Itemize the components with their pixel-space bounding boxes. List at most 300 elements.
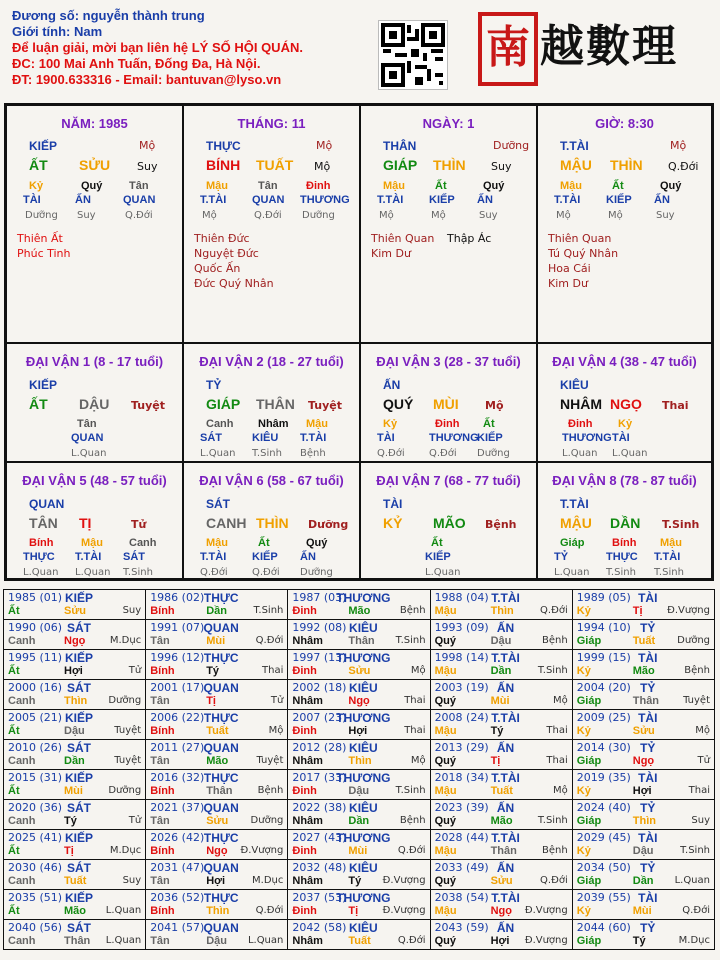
hidden-stem: Ất xyxy=(612,180,624,192)
annual-god: THỰC xyxy=(203,831,239,845)
hidden-god: KIẾP xyxy=(477,432,503,444)
annual-cell[interactable] xyxy=(4,680,146,710)
pillar-title: NGÀY: 1 xyxy=(422,116,475,131)
annual-state: Q.Đới xyxy=(397,845,426,856)
annual-can: Mậu xyxy=(434,605,457,617)
annual-year: 1995 (11) xyxy=(8,651,63,664)
annual-cell[interactable] xyxy=(288,620,430,650)
hidden-stem: Ất xyxy=(435,180,447,192)
annual-cell[interactable] xyxy=(572,710,714,740)
hidden-stem: Mậu xyxy=(660,537,682,549)
pillar-state: Mộ xyxy=(316,139,333,152)
annual-year: 1993 (09) xyxy=(434,621,489,634)
hidden-god: T.TÀI xyxy=(654,551,681,563)
hidden-state: Q.Đới xyxy=(252,567,280,578)
annual-god: TỶ xyxy=(640,621,656,635)
star-note: Thiên Quan xyxy=(371,232,435,245)
hidden-state: Q.Đới xyxy=(429,448,457,459)
hidden-state: Mộ xyxy=(608,210,623,221)
hidden-god: THỰC xyxy=(23,551,55,563)
pillar-state: Dưỡng xyxy=(493,139,530,152)
annual-cell[interactable] xyxy=(4,920,146,950)
annual-god: THƯƠNG xyxy=(336,771,391,785)
annual-state: L.Quan xyxy=(105,905,142,916)
annual-cell[interactable] xyxy=(146,800,288,830)
annual-cell[interactable] xyxy=(288,680,430,710)
dai-van-state: Tuyệt xyxy=(131,399,166,412)
pillar-chi: THÌN xyxy=(610,157,643,173)
annual-cell[interactable] xyxy=(430,830,572,860)
annual-year: 1991 (07) xyxy=(150,621,205,634)
annual-cell[interactable] xyxy=(146,920,288,950)
hidden-stem: Ất xyxy=(483,418,495,430)
annual-cell[interactable] xyxy=(572,920,714,950)
annual-cell[interactable] xyxy=(288,830,430,860)
annual-can: Đinh xyxy=(292,785,317,797)
star-note: Kim Dư xyxy=(548,277,588,290)
pillar-nayin: Q.Đới xyxy=(668,160,699,173)
dai-van-title: ĐẠI VẬN 8 (78 - 87 tuổi) xyxy=(552,473,697,488)
hidden-state: Suy xyxy=(77,210,96,221)
star-note: Thiên Quan xyxy=(548,232,612,245)
annual-can: Tân xyxy=(150,875,170,887)
annual-cell[interactable] xyxy=(572,590,714,620)
annual-can: Giáp xyxy=(576,635,602,647)
annual-state: Tuyệt xyxy=(683,695,710,706)
dai-van-god: KIẾP xyxy=(29,378,58,392)
annual-cell[interactable] xyxy=(430,710,572,740)
annual-can: Canh xyxy=(8,635,36,647)
annual-chi: Ngọ xyxy=(490,905,512,917)
annual-god: TỶ xyxy=(640,861,656,875)
annual-god: ẤN xyxy=(496,801,515,815)
annual-chi: Dậu xyxy=(348,785,370,797)
annual-state: Bệnh xyxy=(257,785,284,796)
annual-cell[interactable] xyxy=(288,800,430,830)
annual-cell[interactable] xyxy=(430,680,572,710)
annual-row xyxy=(4,800,715,830)
annual-god: TÀI xyxy=(638,591,658,605)
annual-cell[interactable] xyxy=(572,830,714,860)
dien-thoai: ĐT: 1900.633316 - Email: bantuvan@lyso.vn xyxy=(12,72,282,87)
pillar-4[interactable] xyxy=(537,105,712,343)
annual-year: 2033 (49) xyxy=(434,861,489,874)
annual-year: 2024 (40) xyxy=(576,801,631,814)
annual-can: Tân xyxy=(150,755,170,767)
annual-row xyxy=(4,650,715,680)
hidden-god: T.TÀI xyxy=(200,194,227,206)
hidden-stem: Mậu xyxy=(206,180,228,192)
annual-cell[interactable] xyxy=(430,800,572,830)
annual-year: 2025 (41) xyxy=(8,831,63,844)
star-note: Thiên Ất xyxy=(17,232,63,245)
annual-cell[interactable] xyxy=(146,830,288,860)
dai-van-god: TÀI xyxy=(383,497,403,511)
dai-van-state: Mộ xyxy=(485,399,504,412)
annual-year: 2044 (60) xyxy=(576,921,631,934)
annual-cell[interactable] xyxy=(146,590,288,620)
pillar-god: THÂN xyxy=(383,139,417,153)
hidden-state: L.Quan xyxy=(612,448,648,459)
dai-van-state: Tuyệt xyxy=(308,399,343,412)
annual-cell[interactable] xyxy=(4,830,146,860)
annual-god: KIÊU xyxy=(349,681,378,695)
annual-can: Quý xyxy=(434,695,456,707)
annual-chi: Dần xyxy=(490,665,512,677)
annual-can: Mậu xyxy=(434,725,457,737)
annual-chi: Thìn xyxy=(64,695,88,707)
dai-van-title: ĐẠI VẬN 4 (38 - 47 tuổi) xyxy=(552,354,697,369)
annual-cell[interactable] xyxy=(288,650,430,680)
annual-state: Đ.Vượng xyxy=(382,905,426,916)
annual-year: 1989 (05) xyxy=(576,591,631,604)
annual-cell[interactable] xyxy=(146,890,288,920)
annual-cell[interactable] xyxy=(572,860,714,890)
hidden-stem: Bính xyxy=(29,537,54,549)
annual-state: Bệnh xyxy=(399,815,426,826)
hidden-god: QUAN xyxy=(252,194,285,206)
annual-cell[interactable] xyxy=(288,770,430,800)
annual-state: Q.Đới xyxy=(397,935,426,946)
annual-cell[interactable] xyxy=(430,890,572,920)
hidden-stem: Giáp xyxy=(560,537,585,549)
hidden-stem: Đinh xyxy=(435,418,460,430)
pillar-title: NĂM: 1985 xyxy=(61,116,128,131)
annual-state: Suy xyxy=(122,605,142,616)
annual-year: 2031 (47) xyxy=(150,861,205,874)
dai-van-can: KỶ xyxy=(383,515,403,531)
annual-year: 2040 (56) xyxy=(8,921,63,934)
dai-van-can: TÂN xyxy=(29,515,58,531)
dai-van-chi: MÃO xyxy=(433,515,466,531)
annual-chi: Ngọ xyxy=(206,845,228,857)
annual-can: Nhâm xyxy=(292,635,323,647)
hidden-state: Q.Đới xyxy=(125,210,153,221)
annual-god: T.TÀI xyxy=(491,591,520,605)
annual-state: Tử xyxy=(697,755,710,766)
annual-can: Nhâm xyxy=(292,755,323,767)
hidden-stem: Mậu xyxy=(81,537,103,549)
hidden-god: KIÊU xyxy=(252,432,279,444)
hidden-god: THƯƠNG xyxy=(562,432,612,444)
annual-year: 2002 (18) xyxy=(292,681,347,694)
annual-cell[interactable] xyxy=(4,890,146,920)
pillar-2[interactable] xyxy=(183,105,360,343)
hidden-god: TÀI xyxy=(612,432,630,444)
hidden-god: T.TÀI xyxy=(300,432,327,444)
annual-cell[interactable] xyxy=(288,590,430,620)
annual-row xyxy=(4,890,715,920)
annual-year: 2010 (26) xyxy=(8,741,63,754)
annual-can: Kỷ xyxy=(576,725,591,737)
annual-cell[interactable] xyxy=(288,920,430,950)
annual-cell[interactable] xyxy=(572,800,714,830)
annual-cell[interactable] xyxy=(430,860,572,890)
annual-year: 1988 (04) xyxy=(434,591,489,604)
annual-cell[interactable] xyxy=(430,650,572,680)
pillar-god: T.TÀI xyxy=(560,139,589,153)
annual-chi: Tị xyxy=(632,605,643,617)
pillar-can: ẤT xyxy=(29,157,48,173)
dai-van-5[interactable] xyxy=(6,462,183,579)
annual-cell[interactable] xyxy=(146,620,288,650)
dai-van-8[interactable] xyxy=(537,462,712,579)
annual-god: KIÊU xyxy=(349,861,378,875)
hidden-god: ẤN xyxy=(654,194,670,206)
annual-god: T.TÀI xyxy=(491,891,520,905)
annual-chi: Dần xyxy=(64,755,85,767)
duong-so: Đương số: nguyễn thành trung xyxy=(12,8,205,23)
annual-cell[interactable] xyxy=(4,590,146,620)
annual-god: TỶ xyxy=(640,801,656,815)
hidden-god: SÁT xyxy=(123,551,145,563)
annual-cell[interactable] xyxy=(4,710,146,740)
hidden-stem: Quý xyxy=(81,180,103,192)
annual-cell[interactable] xyxy=(572,650,714,680)
pillar-nayin: Suy xyxy=(137,160,158,173)
hidden-stem: Mậu xyxy=(306,418,328,430)
annual-year: 2019 (35) xyxy=(576,771,631,784)
annual-god: T.TÀI xyxy=(491,711,520,725)
annual-chi: Dậu xyxy=(64,725,85,737)
annual-cell[interactable] xyxy=(146,740,288,770)
annual-cell[interactable] xyxy=(572,770,714,800)
annual-cell[interactable] xyxy=(4,800,146,830)
annual-state: Dưỡng xyxy=(108,785,142,796)
hidden-stem: Kỷ xyxy=(383,418,398,430)
annual-year: 2018 (34) xyxy=(434,771,489,784)
annual-year: 2036 (52) xyxy=(150,891,205,904)
dai-van-god: KIÊU xyxy=(560,378,589,392)
annual-can: Bính xyxy=(150,605,175,617)
annual-state: Thai xyxy=(546,755,568,766)
dai-van-can: NHÂM xyxy=(560,396,602,412)
qr-code[interactable] xyxy=(378,20,448,90)
annual-cell[interactable] xyxy=(430,740,572,770)
annual-chi: Hợi xyxy=(348,725,368,737)
annual-chi: Sửu xyxy=(64,605,87,617)
annual-can: Quý xyxy=(434,755,456,767)
annual-can: Bính xyxy=(150,785,175,797)
annual-god: TỶ xyxy=(640,741,656,755)
hidden-state: Dưỡng xyxy=(477,448,510,459)
dai-van-title: ĐẠI VẬN 5 (48 - 57 tuổi) xyxy=(22,473,167,488)
annual-year: 2000 (16) xyxy=(8,681,63,694)
dai-van-1[interactable] xyxy=(6,343,183,462)
pillar-title: THÁNG: 11 xyxy=(237,116,306,131)
pillar-chi: SỬU xyxy=(79,157,111,173)
annual-can: Ất xyxy=(8,725,20,737)
annual-can: Nhâm xyxy=(292,815,323,827)
hidden-state: Mộ xyxy=(379,210,394,221)
annual-can: Kỷ xyxy=(576,905,591,917)
hidden-stem: Bính xyxy=(612,537,637,549)
annual-chi: Ngọ xyxy=(348,695,370,707)
star-note: Nguyệt Đức xyxy=(194,247,259,260)
annual-can: Ất xyxy=(8,605,20,617)
annual-state: T.Sinh xyxy=(537,815,568,826)
hidden-stem: Mậu xyxy=(206,537,228,549)
annual-cell[interactable] xyxy=(146,860,288,890)
annual-year: 2016 (32) xyxy=(150,771,205,784)
dai-van-4[interactable] xyxy=(537,343,712,462)
annual-row xyxy=(4,860,715,890)
hidden-state: L.Quan xyxy=(200,448,236,459)
dai-van-3[interactable] xyxy=(360,343,537,462)
pillar-1[interactable] xyxy=(6,105,183,343)
annual-cell[interactable] xyxy=(4,650,146,680)
pillar-3[interactable] xyxy=(360,105,537,343)
annual-god: QUAN xyxy=(203,921,239,935)
annual-cell[interactable] xyxy=(4,740,146,770)
annual-cell[interactable] xyxy=(430,920,572,950)
hidden-stem: Tân xyxy=(77,418,97,430)
annual-can: Canh xyxy=(8,815,36,827)
dai-van-can: MẬU xyxy=(560,515,592,531)
annual-year: 2007 (23) xyxy=(292,711,347,724)
hidden-god: TÀI xyxy=(23,194,41,206)
annual-cell[interactable] xyxy=(430,620,572,650)
annual-chi: Thìn xyxy=(206,905,230,917)
annual-god: KIẾP xyxy=(64,891,94,905)
dai-van-2[interactable] xyxy=(183,343,360,462)
annual-chi: Tý xyxy=(64,815,77,827)
dai-van-god: ẤN xyxy=(383,378,401,392)
annual-year: 2026 (42) xyxy=(150,831,205,844)
annual-chi: Hợi xyxy=(206,875,226,887)
hidden-state: Dưỡng xyxy=(302,210,335,221)
annual-cell[interactable] xyxy=(146,680,288,710)
annual-chi: Tý xyxy=(348,875,362,887)
annual-year: 1986 (02) xyxy=(150,591,205,604)
annual-cell[interactable] xyxy=(288,710,430,740)
dai-van-god: QUAN xyxy=(29,497,65,511)
annual-chi: Thìn xyxy=(632,815,656,827)
annual-cell[interactable] xyxy=(572,620,714,650)
annual-year: 1994 (10) xyxy=(576,621,631,634)
annual-cell[interactable] xyxy=(4,620,146,650)
annual-state: Tuyệt xyxy=(114,725,142,736)
star-note: Hoa Cái xyxy=(548,262,591,275)
annual-can: Ất xyxy=(8,785,20,797)
annual-cell[interactable] xyxy=(430,590,572,620)
annual-can: Kỷ xyxy=(576,785,591,797)
annual-state: Thai xyxy=(262,665,284,676)
annual-chi: Tị xyxy=(64,845,74,857)
hidden-stem: Nhâm xyxy=(258,418,289,430)
hidden-god: TỶ xyxy=(554,551,569,563)
hidden-god: ẤN xyxy=(75,194,91,206)
hidden-stem: Tân xyxy=(258,180,278,192)
annual-year: 1985 (01) xyxy=(8,591,63,604)
annual-chi: Tị xyxy=(490,755,501,767)
annual-cell[interactable] xyxy=(146,710,288,740)
dai-van-god: T.TÀI xyxy=(560,497,589,511)
annual-can: Đinh xyxy=(292,665,317,677)
annual-year: 2012 (28) xyxy=(292,741,347,754)
annual-state: T.Sinh xyxy=(537,665,568,676)
annual-row xyxy=(4,770,715,800)
annual-state: Bệnh xyxy=(542,635,568,646)
annual-cell[interactable] xyxy=(572,740,714,770)
annual-god: THỰC xyxy=(203,651,239,665)
annual-god: THƯƠNG xyxy=(336,831,391,845)
annual-god: KIÊU xyxy=(349,621,378,635)
hidden-stem: Đinh xyxy=(568,418,593,430)
lien-he: Để luận giải, mời bạn liên hệ LÝ SỐ HỘI QUÁN. xyxy=(12,40,303,55)
annual-cell[interactable] xyxy=(288,890,430,920)
dai-van-chi: DẬU xyxy=(79,396,110,412)
annual-can: Mậu xyxy=(434,665,457,677)
dai-van-title: ĐẠI VẬN 1 (8 - 17 tuổi) xyxy=(25,354,164,369)
annual-chi: Mùi xyxy=(632,905,652,917)
annual-cell[interactable] xyxy=(288,860,430,890)
annual-year: 2023 (39) xyxy=(434,801,489,814)
dai-van-7[interactable] xyxy=(360,462,537,579)
annual-god: THỰC xyxy=(203,591,239,605)
annual-chi: Hợi xyxy=(64,665,83,677)
dai-van-6[interactable] xyxy=(183,462,360,579)
annual-cell[interactable] xyxy=(430,770,572,800)
annual-cell[interactable] xyxy=(4,770,146,800)
annual-year: 2013 (29) xyxy=(434,741,489,754)
annual-can: Kỷ xyxy=(576,845,591,857)
annual-cell[interactable] xyxy=(146,650,288,680)
hidden-god: THƯƠNG xyxy=(429,432,479,444)
pillar-nayin: Mộ xyxy=(314,160,331,173)
annual-god: ẤN xyxy=(496,861,515,875)
annual-can: Nhâm xyxy=(292,875,323,887)
dai-van-god: SÁT xyxy=(206,497,230,511)
annual-row xyxy=(4,680,715,710)
annual-state: M.Dục xyxy=(252,875,284,886)
hidden-god: THỰC xyxy=(606,551,638,563)
hidden-stem: Ất xyxy=(258,537,270,549)
annual-can: Canh xyxy=(8,755,36,767)
annual-can: Đinh xyxy=(292,905,317,917)
annual-state: T.Sinh xyxy=(680,845,710,856)
annual-state: T.Sinh xyxy=(253,605,284,616)
annual-cell[interactable] xyxy=(4,860,146,890)
hidden-state: Q.Đới xyxy=(200,567,228,578)
annual-god: KIÊU xyxy=(349,801,378,815)
annual-year: 2021 (37) xyxy=(150,801,205,814)
annual-chi: Dậu xyxy=(490,635,512,647)
hidden-state: Dưỡng xyxy=(25,210,58,221)
annual-state: Thai xyxy=(688,785,710,796)
annual-cell[interactable] xyxy=(146,770,288,800)
annual-cell[interactable] xyxy=(572,890,714,920)
annual-can: Tân xyxy=(150,695,170,707)
annual-can: Kỷ xyxy=(576,605,591,617)
annual-chi: Thân xyxy=(64,935,91,947)
hidden-god: KIẾP xyxy=(425,551,451,563)
annual-state: M.Dục xyxy=(109,845,142,856)
annual-year: 2029 (45) xyxy=(576,831,631,844)
annual-state: Mộ xyxy=(410,665,426,676)
dai-van-title: ĐẠI VẬN 2 (18 - 27 tuổi) xyxy=(199,354,344,369)
hidden-state: T.Sinh xyxy=(654,567,684,578)
annual-chi: Mùi xyxy=(64,785,83,797)
annual-cell[interactable] xyxy=(288,740,430,770)
annual-can: Giáp xyxy=(576,935,602,947)
annual-can: Nhâm xyxy=(292,695,323,707)
annual-chi: Dần xyxy=(348,815,370,827)
hidden-state: Suy xyxy=(656,210,675,221)
annual-can: Đinh xyxy=(292,605,317,617)
annual-cell[interactable] xyxy=(572,680,714,710)
pillar-grid xyxy=(4,103,714,581)
